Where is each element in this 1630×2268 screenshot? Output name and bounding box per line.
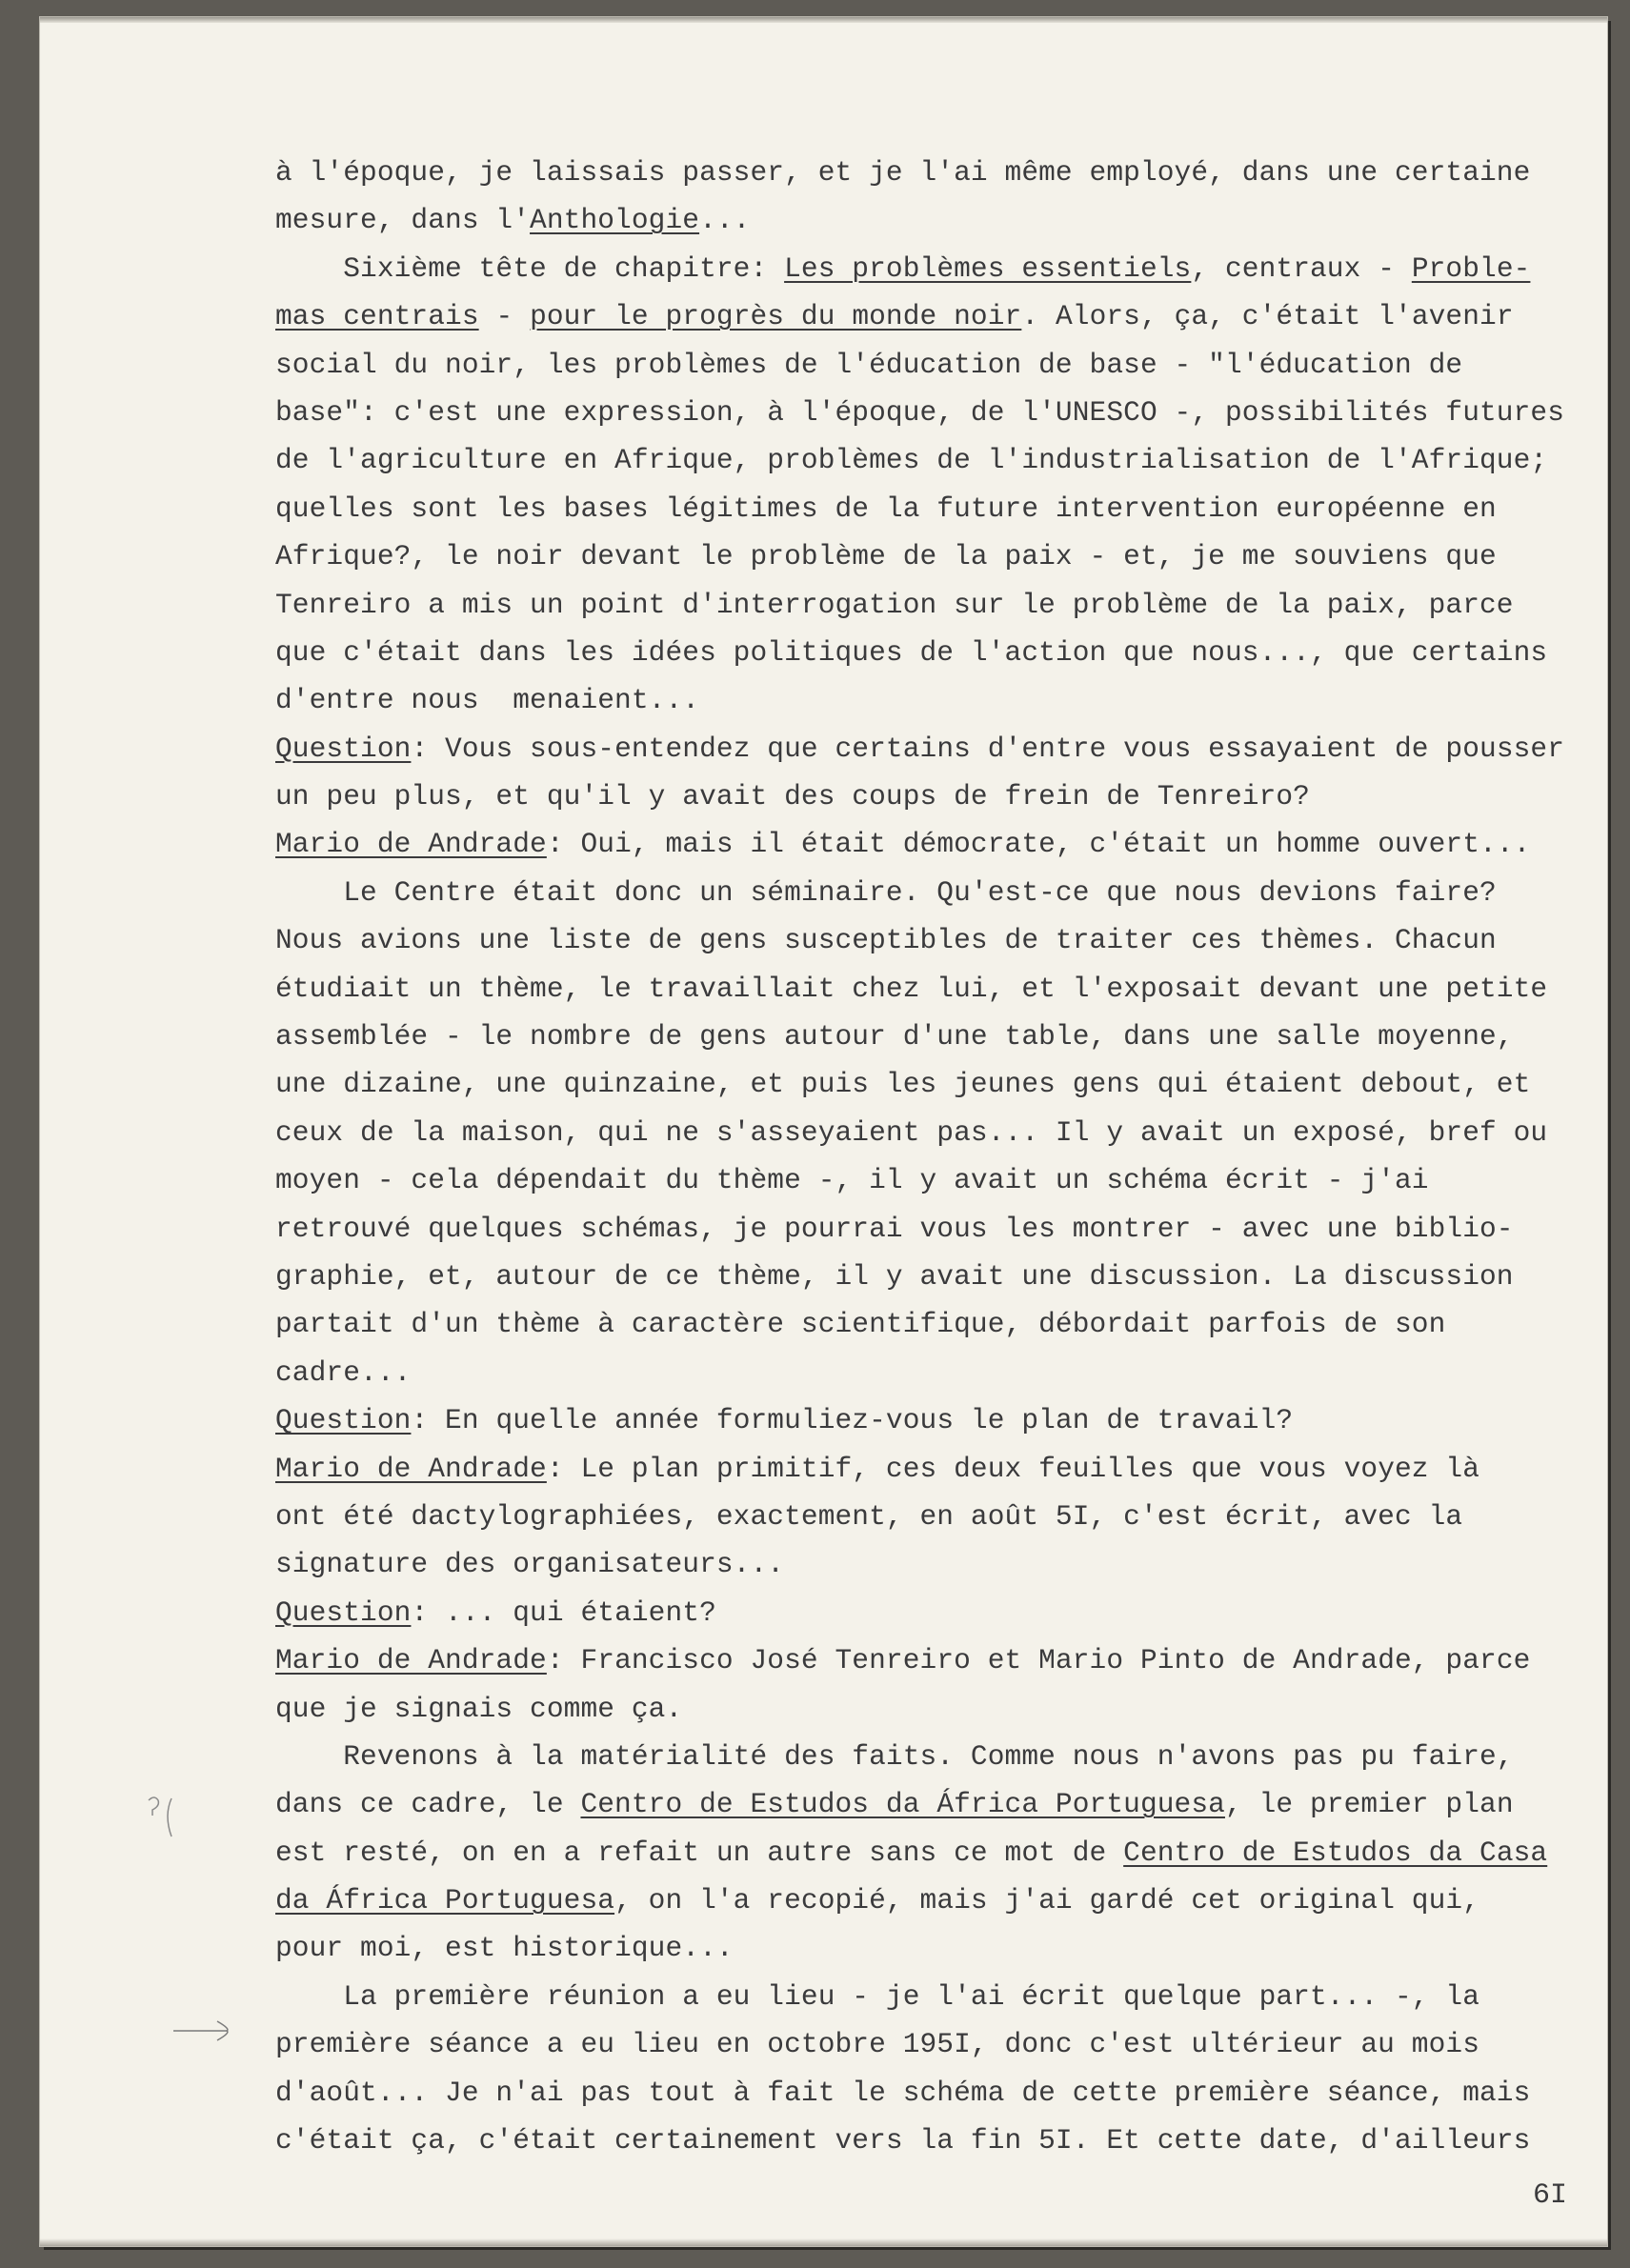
page-body-text: [275, 149, 1609, 2164]
text-line: [275, 1685, 1609, 1733]
underlined-text: Question: [275, 1596, 412, 1629]
text-segment: cadre...: [275, 1355, 412, 1389]
text-line: [275, 1636, 1609, 1684]
text-segment: graphie, et, autour de ce thème, il y avait une discussion. La discussion: [275, 1259, 1514, 1293]
text-line: [275, 869, 1609, 916]
text-segment: première séance a eu lieu en octobre 195I, donc c'est ultérieur au mois: [275, 2028, 1480, 2061]
text-line: [275, 725, 1609, 773]
underlined-text: Question: [275, 732, 412, 765]
text-segment: signature des organisateurs...: [275, 1548, 785, 1581]
text-line: [275, 773, 1609, 820]
text-segment: c'était ça, c'était certainement vers la fin 5I. Et cette date, d'ailleurs: [275, 2124, 1531, 2158]
text-segment: base": c'est une expression, à l'époque, de l'UNESCO -, possibilités futures: [275, 395, 1565, 429]
text-line: [275, 1445, 1609, 1493]
text-segment: que c'était dans les idées politiques de l'action que nous..., que certains: [275, 635, 1548, 669]
text-line: [275, 1396, 1609, 1444]
text-line: [275, 965, 1609, 1013]
text-segment: quelles sont les bases légitimes de la future intervention européenne en: [275, 492, 1497, 525]
text-segment: -: [478, 300, 531, 333]
underlined-text: Mario de Andrade: [275, 1644, 547, 1677]
text-segment: que je signais comme ça.: [275, 1692, 683, 1725]
text-line: [275, 196, 1609, 244]
text-line: [275, 581, 1609, 629]
text-line: [275, 245, 1609, 292]
text-segment: Afrique?, le noir devant le problème de la paix - et, je me souviens que: [275, 540, 1497, 573]
text-line: [275, 629, 1609, 676]
text-line: [275, 2020, 1609, 2068]
text-line: [275, 1349, 1609, 1396]
text-segment: est resté, on en a refait un autre sans ce mot de: [275, 1836, 1124, 1869]
text-segment: : Francisco José Tenreiro et Mario Pinto de Andrade, parce: [546, 1644, 1531, 1677]
text-segment: partait d'un thème à caractère scientifique, débordait parfois de son: [275, 1308, 1446, 1341]
text-line: [275, 2117, 1609, 2164]
text-segment: ...: [699, 204, 751, 237]
text-line: [275, 1109, 1609, 1156]
text-line: [275, 532, 1609, 580]
text-line: [275, 436, 1609, 484]
text-segment: Sixième tête de chapitre:: [275, 251, 785, 285]
text-line: [275, 149, 1609, 196]
text-segment: Tenreiro a mis un point d'interrogation sur le problème de la paix, parce: [275, 588, 1514, 621]
text-segment: Nous avions une liste de gens susceptibles de traiter ces thèmes. Chacun: [275, 924, 1497, 957]
text-line: [275, 1589, 1609, 1636]
text-line: [275, 1205, 1609, 1253]
text-segment: : Oui, mais il était démocrate, c'était un homme ouvert...: [546, 828, 1531, 861]
text-line: [275, 1493, 1609, 1540]
margin-question-mark-annotation: [143, 1791, 181, 1848]
text-segment: de l'agriculture en Afrique, problèmes de l'industrialisation de l'Afrique;: [275, 444, 1548, 477]
underlined-text: mas centrais: [275, 300, 479, 333]
text-segment: d'entre nous menaient...: [275, 684, 700, 717]
text-line: [275, 1540, 1609, 1588]
text-segment: étudiait un thème, le travaillait chez lui, et l'exposait devant une petite: [275, 972, 1548, 1005]
text-segment: : ... qui étaient?: [411, 1596, 716, 1629]
text-line: [275, 1156, 1609, 1204]
text-segment: retrouvé quelques schémas, je pourrai vous les montrer - avec une biblio-: [275, 1212, 1514, 1245]
text-line: [275, 1060, 1609, 1108]
text-segment: social du noir, les problèmes de l'éducation de base - "l'éducation de: [275, 348, 1463, 381]
underlined-text: Centro de Estudos da Casa: [1123, 1836, 1548, 1869]
text-line: [275, 1013, 1609, 1060]
margin-arrow-annotation: [171, 2016, 248, 2044]
text-line: [275, 485, 1609, 532]
text-segment: mesure, dans l': [275, 204, 531, 237]
text-line: [275, 1829, 1609, 1877]
text-segment: La première réunion a eu lieu - je l'ai écrit quelque part... -, la: [275, 1979, 1480, 2013]
text-segment: ceux de la maison, qui ne s'asseyaient pas... Il y avait un exposé, bref ou: [275, 1115, 1548, 1149]
text-segment: assemblée - le nombre de gens autour d'une table, dans une salle moyenne,: [275, 1020, 1514, 1054]
text-line: [275, 916, 1609, 964]
text-line: [275, 820, 1609, 868]
underlined-text: pour le progrès du monde noir: [530, 300, 1022, 333]
text-line: [275, 2069, 1609, 2117]
text-line: [275, 676, 1609, 724]
underlined-text: Centro de Estudos da África Portuguesa: [580, 1788, 1225, 1821]
page-number: 6I: [1533, 2179, 1568, 2212]
text-segment: . Alors, ça, c'était l'avenir: [1021, 300, 1514, 333]
text-segment: : Vous sous-entendez que certains d'entre vous essayaient de pousser: [411, 732, 1565, 765]
text-segment: , on l'a recopié, mais j'ai gardé cet original qui,: [614, 1884, 1480, 1917]
text-segment: pour moi, est historique...: [275, 1932, 734, 1965]
text-segment: Revenons à la matérialité des faits. Comme nous n'avons pas pu faire,: [275, 1739, 1514, 1773]
text-line: [275, 292, 1609, 340]
text-line: [275, 1877, 1609, 1924]
text-line: [275, 389, 1609, 436]
text-line: [275, 1924, 1609, 1972]
underlined-text: Les problèmes essentiels: [784, 251, 1192, 285]
text-segment: à l'époque, je laissais passer, et je l'ai même employé, dans une certaine: [275, 156, 1531, 189]
text-segment: , le premier plan: [1224, 1788, 1514, 1821]
underlined-text: Mario de Andrade: [275, 828, 547, 861]
text-segment: : Le plan primitif, ces deux feuilles que vous voyez là: [546, 1452, 1480, 1485]
underlined-text: Anthologie: [530, 204, 700, 237]
underlined-text: da África Portuguesa: [275, 1884, 615, 1917]
text-line: [275, 1780, 1609, 1828]
text-segment: un peu plus, et qu'il y avait des coups de frein de Tenreiro?: [275, 780, 1310, 813]
text-segment: : En quelle année formuliez-vous le plan de travail?: [411, 1404, 1294, 1437]
text-line: [275, 1253, 1609, 1300]
text-line: [275, 1300, 1609, 1348]
text-segment: Le Centre était donc un séminaire. Qu'est-ce que nous devions faire?: [275, 875, 1497, 909]
text-segment: dans ce cadre, le: [275, 1788, 581, 1821]
underlined-text: Mario de Andrade: [275, 1452, 547, 1485]
text-segment: , centraux -: [1191, 251, 1412, 285]
typewritten-page: [40, 17, 1607, 2246]
text-segment: d'août... Je n'ai pas tout à fait le schéma de cette première séance, mais: [275, 2076, 1531, 2109]
text-line: [275, 1973, 1609, 2020]
text-segment: ont été dactylographiées, exactement, en août 5I, c'est écrit, avec la: [275, 1499, 1463, 1533]
text-line: [275, 341, 1609, 389]
text-segment: moyen - cela dépendait du thème -, il y avait un schéma écrit - j'ai: [275, 1164, 1429, 1197]
text-segment: une dizaine, une quinzaine, et puis les jeunes gens qui étaient debout, et: [275, 1068, 1531, 1101]
underlined-text: Question: [275, 1404, 412, 1437]
text-line: [275, 1733, 1609, 1780]
underlined-text: Proble-: [1411, 251, 1531, 285]
